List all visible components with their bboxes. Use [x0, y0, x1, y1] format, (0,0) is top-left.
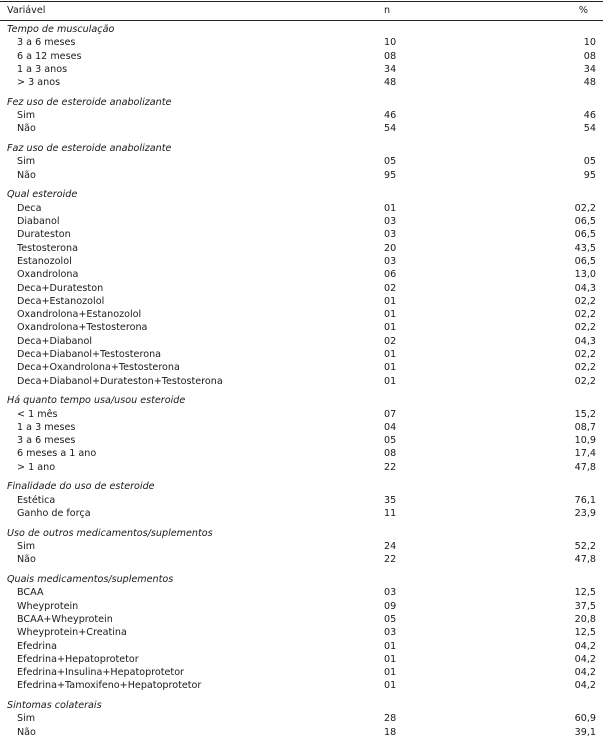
row-label: Estética [17, 494, 56, 506]
section-title-text: Há quanto tempo usa/usou esteroide [7, 395, 186, 407]
row-n: 01 [384, 309, 397, 321]
row-percent: 15,2 [574, 408, 596, 420]
table-row [0, 169, 603, 182]
row-percent: 02,2 [574, 309, 596, 321]
row-n: 95 [384, 169, 397, 181]
row-n: 54 [384, 123, 397, 135]
section-title-text: Tempo de musculação [7, 24, 115, 35]
data-table [0, 1, 603, 739]
row-n: 48 [384, 77, 397, 89]
row-label: Deca [17, 202, 42, 214]
row-n: 01 [384, 349, 397, 360]
row-percent: 04,3 [574, 282, 596, 294]
row-percent: 46 [583, 110, 596, 122]
table-body [0, 23, 603, 739]
row-n: 24 [384, 541, 397, 553]
row-label: Deca+Estanozolol [17, 295, 105, 307]
row-label: 1 a 3 meses [17, 421, 76, 433]
row-label: BCAA+Wheyprotein [17, 613, 113, 625]
row-percent: 08 [583, 50, 596, 62]
row-label: Oxandrolona [17, 269, 79, 281]
row-n: 01 [384, 295, 397, 307]
row-label: 6 meses a 1 ano [17, 448, 97, 460]
table-row [0, 712, 603, 725]
row-percent: 02,2 [574, 295, 596, 307]
row-percent: 02,2 [574, 202, 596, 214]
table-row [0, 679, 603, 692]
row-percent: 06,5 [574, 229, 596, 241]
row-percent: 10,9 [574, 435, 596, 447]
row-percent: 08,7 [574, 421, 596, 433]
row-label: Efedrina+Hepatoprotetor [17, 653, 139, 665]
row-percent: 17,4 [574, 448, 596, 460]
section-title [0, 96, 603, 109]
row-percent: 10 [583, 37, 596, 49]
row-percent: 04,2 [574, 640, 596, 652]
row-label: Oxandrolona+Testosterona [17, 322, 148, 334]
row-label: Estanozolol [17, 255, 72, 267]
section-title [0, 23, 603, 36]
table-row [0, 553, 603, 566]
row-n: 28 [384, 713, 397, 725]
row-percent: 43,5 [574, 242, 596, 254]
row-percent: 76,1 [574, 494, 596, 506]
row-label: Deca+Diabanol+Durateston+Testosterona [17, 375, 223, 387]
table-row [0, 586, 603, 599]
table-row [0, 76, 603, 89]
row-label: 3 a 6 meses [17, 435, 76, 447]
row-percent: 37,5 [574, 600, 596, 612]
row-label: Efedrina [17, 640, 58, 652]
table-row [0, 268, 603, 281]
table-row [0, 308, 603, 321]
row-percent: 02,2 [574, 375, 596, 387]
row-n: 02 [384, 335, 397, 347]
section-title [0, 480, 603, 493]
table-row [0, 255, 603, 268]
row-label: Deca+Oxandrolona+Testosterona [17, 362, 180, 374]
row-percent: 47,8 [574, 461, 596, 473]
table-row [0, 461, 603, 474]
row-n: 01 [384, 362, 397, 374]
row-label: Deca+Durateston [17, 282, 104, 294]
row-label: Não [17, 169, 36, 181]
row-label: Sim [17, 713, 36, 725]
table-row [0, 540, 603, 553]
header-n: n [384, 5, 391, 16]
section-title [0, 573, 603, 586]
table-row [0, 666, 603, 679]
row-n: 34 [384, 63, 397, 75]
row-n: 01 [384, 202, 397, 214]
row-label: > 3 anos [17, 77, 61, 89]
table-row [0, 295, 603, 308]
row-percent: 48 [583, 77, 596, 89]
row-n: 04 [384, 421, 397, 433]
row-percent: 52,2 [574, 541, 596, 553]
table-row [0, 507, 603, 520]
row-n: 10 [384, 37, 397, 49]
row-n: 01 [384, 375, 397, 387]
section-title-text: Finalidade do uso de esteroide [7, 481, 155, 493]
row-label: Oxandrolona+Estanozolol [17, 309, 142, 321]
row-n: 01 [384, 680, 397, 692]
row-label: < 1 mês [17, 408, 58, 420]
table-row [0, 50, 603, 63]
header-variable: Variável [7, 5, 46, 16]
row-percent: 20,8 [574, 613, 596, 625]
row-percent: 39,1 [574, 726, 596, 738]
row-label: Sim [17, 110, 36, 122]
section-title [0, 188, 603, 201]
row-n: 01 [384, 667, 397, 679]
row-label: Diabanol [17, 216, 60, 228]
row-label: Deca+Diabanol+Testosterona [17, 349, 162, 360]
row-n: 02 [384, 282, 397, 294]
table-row [0, 375, 603, 388]
table-header [0, 1, 603, 21]
row-percent: 13,0 [574, 269, 596, 281]
row-n: 18 [384, 726, 397, 738]
row-percent: 34 [583, 63, 596, 75]
row-n: 46 [384, 110, 397, 122]
section-title-text: Quais medicamentos/suplementos [7, 574, 174, 586]
row-percent: 04,2 [574, 653, 596, 665]
row-percent: 47,8 [574, 554, 596, 566]
row-n: 07 [384, 408, 397, 420]
row-label: Durateston [17, 229, 71, 241]
row-percent: 04,2 [574, 667, 596, 679]
row-n: 08 [384, 448, 397, 460]
row-label: Efedrina+Insulina+Hepatoprotetor [17, 667, 185, 679]
section-title [0, 394, 603, 407]
row-n: 20 [384, 242, 397, 254]
row-percent: 05 [583, 156, 596, 168]
table-row [0, 600, 603, 613]
row-label: Ganho de força [17, 508, 91, 520]
row-n: 01 [384, 653, 397, 665]
table-row [0, 421, 603, 434]
row-label: > 1 ano [17, 461, 56, 473]
table-row [0, 321, 603, 334]
row-label: Não [17, 726, 36, 738]
section-title-text: Fez uso de esteroide anabolizante [7, 96, 172, 108]
table-row [0, 447, 603, 460]
row-percent: 23,9 [574, 508, 596, 520]
table-row [0, 726, 603, 739]
table-row [0, 335, 603, 348]
table-row [0, 242, 603, 255]
row-n: 03 [384, 587, 397, 599]
row-n: 03 [384, 229, 397, 241]
row-percent: 04,2 [574, 680, 596, 692]
row-n: 11 [384, 508, 397, 520]
row-percent: 12,5 [574, 587, 596, 599]
row-label: Wheyprotein [17, 600, 79, 612]
row-percent: 12,5 [574, 627, 596, 639]
table-row [0, 36, 603, 49]
table-row [0, 215, 603, 228]
table-row [0, 63, 603, 76]
row-label: 1 a 3 anos [17, 63, 68, 75]
row-label: Wheyprotein+Creatina [17, 627, 127, 639]
row-percent: 04,3 [574, 335, 596, 347]
table-row [0, 408, 603, 421]
row-percent: 06,5 [574, 255, 596, 267]
header-percent: % [578, 5, 588, 16]
row-label: BCAA [17, 587, 44, 599]
row-label: Efedrina+Tamoxifeno+Hepatoprotetor [17, 680, 202, 692]
row-n: 09 [384, 600, 397, 612]
table-row [0, 653, 603, 666]
row-label: 6 a 12 meses [17, 50, 82, 62]
row-n: 05 [384, 613, 397, 625]
row-label: Testosterona [17, 242, 78, 254]
table-row [0, 155, 603, 168]
row-label: Não [17, 123, 36, 135]
row-percent: 06,5 [574, 216, 596, 228]
row-n: 01 [384, 322, 397, 334]
section-title-text: Sintomas colaterais [7, 700, 102, 712]
row-n: 22 [384, 554, 397, 566]
table-row [0, 361, 603, 374]
row-percent: 02,2 [574, 322, 596, 334]
table-row [0, 626, 603, 639]
row-percent: 60,9 [574, 713, 596, 725]
table-row [0, 434, 603, 447]
row-n: 05 [384, 156, 397, 168]
row-percent: 95 [583, 169, 596, 181]
section-title-text: Faz uso de esteroide anabolizante [7, 143, 172, 155]
section-title-text: Uso de outros medicamentos/suplementos [7, 527, 213, 539]
table-row [0, 202, 603, 215]
section-title [0, 699, 603, 712]
row-percent: 02,2 [574, 362, 596, 374]
row-n: 08 [384, 50, 397, 62]
row-label: Sim [17, 541, 36, 553]
table-row [0, 122, 603, 135]
row-n: 03 [384, 255, 397, 267]
table-row [0, 640, 603, 653]
row-n: 03 [384, 216, 397, 228]
row-label: 3 a 6 meses [17, 37, 76, 49]
row-n: 35 [384, 494, 397, 506]
row-n: 03 [384, 627, 397, 639]
row-n: 06 [384, 269, 397, 281]
table-row [0, 282, 603, 295]
section-title [0, 527, 603, 540]
row-n: 01 [384, 640, 397, 652]
section-title [0, 142, 603, 155]
table-row [0, 228, 603, 241]
row-label: Não [17, 554, 36, 566]
table-row [0, 613, 603, 626]
row-n: 05 [384, 435, 397, 447]
row-label: Sim [17, 156, 36, 168]
table-row [0, 348, 603, 361]
table-row [0, 494, 603, 507]
section-title-text: Qual esteroide [7, 189, 78, 201]
row-percent: 54 [583, 123, 596, 135]
row-label: Deca+Diabanol [17, 335, 92, 347]
row-percent: 02,2 [574, 349, 596, 360]
table-row [0, 109, 603, 122]
row-n: 22 [384, 461, 397, 473]
